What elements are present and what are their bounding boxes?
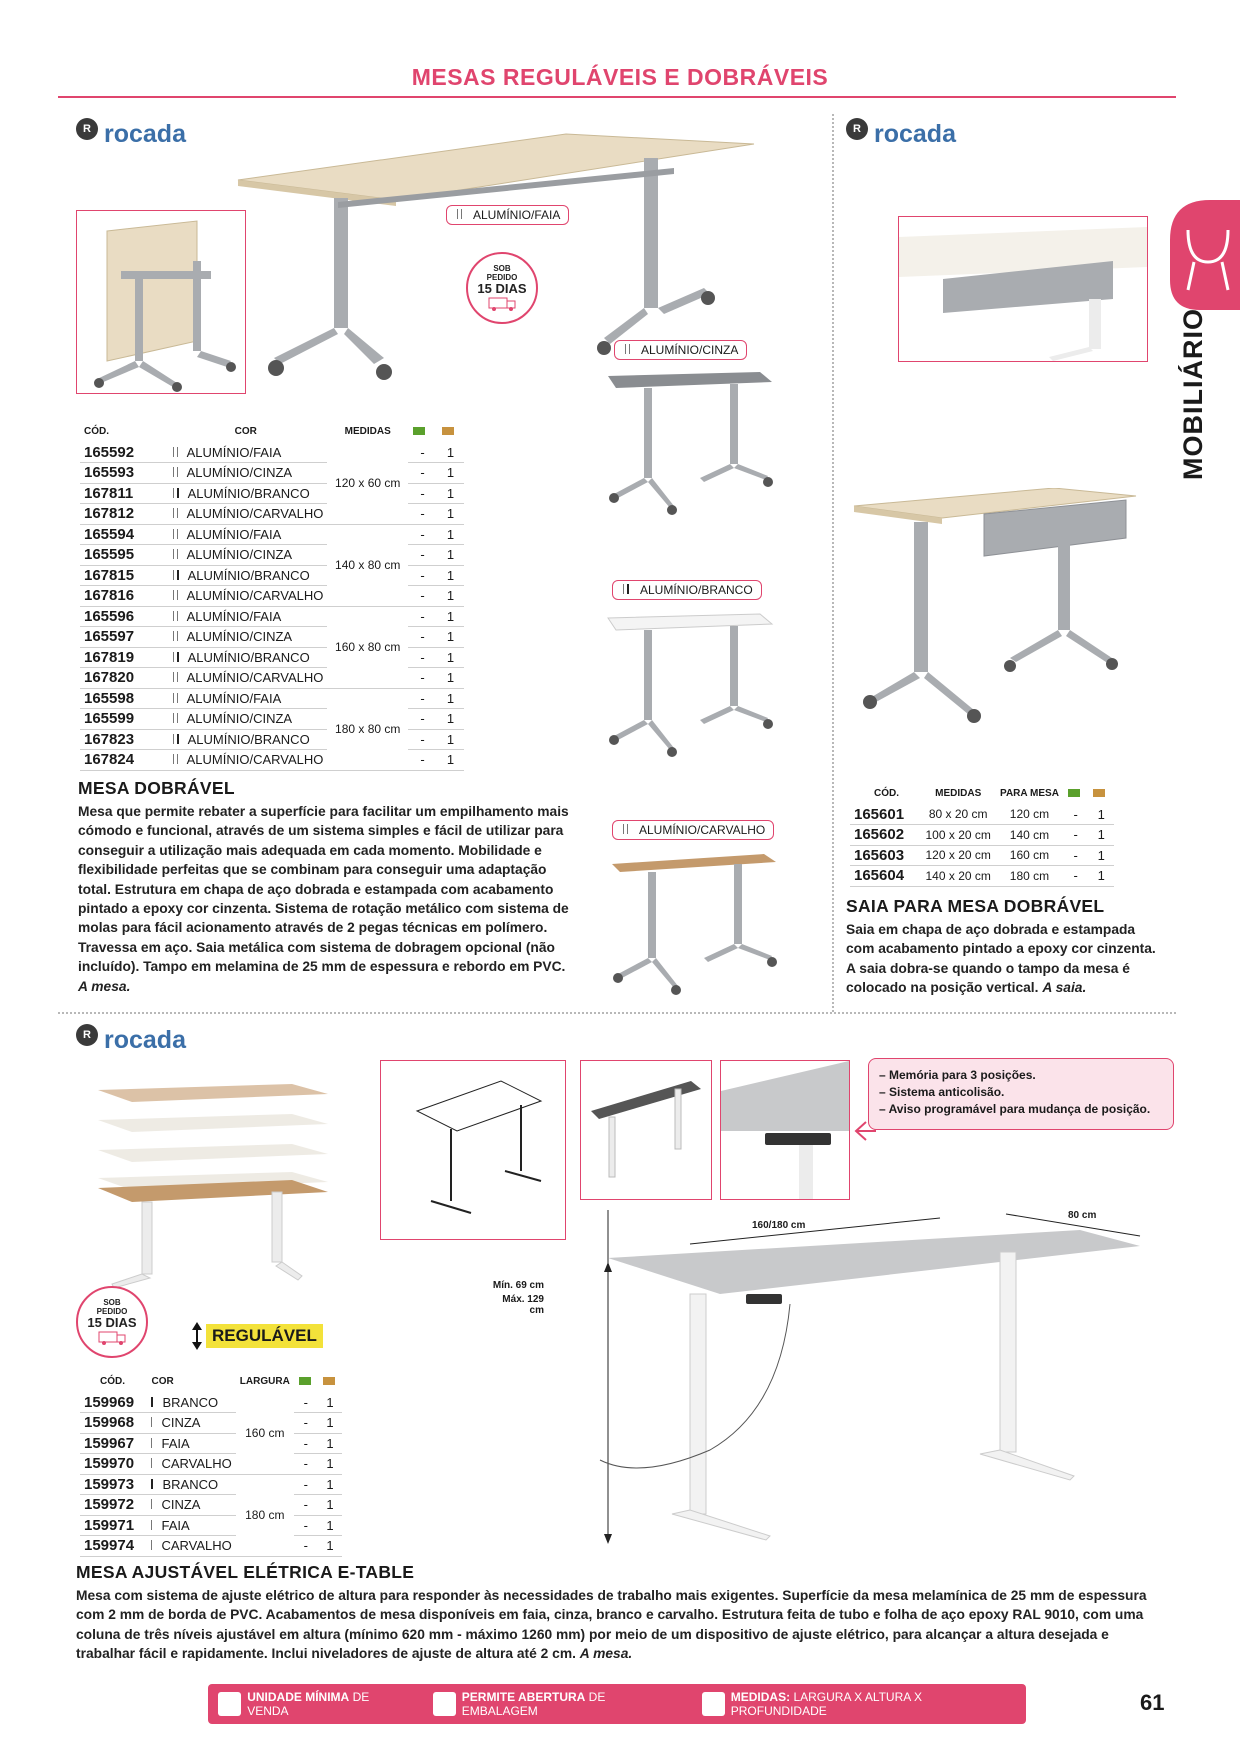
product-code: 159967 (80, 1433, 147, 1454)
product-code: 167815 (80, 565, 169, 586)
min-unit-value: 1 (1088, 866, 1114, 887)
table-carvalho-image (604, 850, 784, 1000)
product-code: 167820 (80, 668, 169, 689)
col-header-color: COR (234, 426, 257, 437)
product-code: 165598 (80, 688, 169, 709)
box-icon (1092, 786, 1106, 798)
table-row (80, 1392, 342, 1413)
open-pack-value: - (408, 668, 437, 689)
col-header-code: CÓD. (84, 426, 109, 437)
min-unit-value: 1 (437, 750, 464, 771)
electric-table-title: MESA AJUSTÁVEL ELÉTRICA E-TABLE (76, 1562, 415, 1582)
open-pack-value: - (408, 504, 437, 525)
col-header-code: CÓD. (100, 1376, 125, 1387)
truck-icon (485, 296, 519, 312)
product-color: ALUMÍNIO/FAIA (169, 606, 328, 627)
on-order-badge: SOB PEDIDO 15 DIAS (466, 252, 538, 324)
product-code: 159971 (80, 1515, 147, 1536)
electric-table-description: Mesa com sistema de ajuste elétrico de altura para responder às necessidades de trabalho mais exigentes. Superfície da mesa melamínica de 25 mm de espessura com 2 mm de borda de PVC. Acabamentos de mesa disponíveis em faia, cinza, branco e carvalho. Estrutura feita de tubo e folha de aço epoxy RAL 9010, com uma coluna de três níveis ajustável em altura (mínimo 620 mm - máximo 1260 mm) por meio de um dispositivo de ajuste elétrico, para alcançar a altura desejada e trabalhar fácil e rapidamente. Inclui niveladores de ajuste de altura até 2 cm. A mesa. (76, 1588, 1147, 1662)
brand-logo-2 (846, 120, 956, 149)
product-color: ALUMÍNIO/BRANCO (169, 565, 328, 586)
min-unit-value: 1 (437, 586, 464, 607)
open-pack-icon (433, 1692, 456, 1716)
product-code: 165604 (850, 866, 920, 887)
min-unit-value: 1 (437, 729, 464, 750)
product-code: 159968 (80, 1413, 147, 1434)
col-header-width: LARGURA (239, 1376, 290, 1387)
product-code: 165596 (80, 606, 169, 627)
product-code: 159969 (80, 1392, 147, 1413)
min-unit-value: 1 (437, 463, 464, 484)
features-box (868, 1058, 1174, 1130)
min-unit-value: 1 (437, 565, 464, 586)
min-unit-value: 1 (437, 442, 464, 463)
table-row (80, 442, 464, 463)
table-row (80, 1515, 342, 1536)
product-color: ALUMÍNIO/BRANCO (169, 483, 328, 504)
product-color: ALUMÍNIO/FAIA (169, 688, 328, 709)
product-size: 100 x 20 cm (920, 825, 996, 846)
col-header-open-pack (294, 1374, 318, 1392)
for-table-size: 180 cm (996, 866, 1063, 887)
table-row (80, 1433, 342, 1454)
open-pack-value: - (294, 1515, 318, 1536)
product-code: 159972 (80, 1495, 147, 1516)
height-positions-image (92, 1080, 332, 1290)
product-color: ALUMÍNIO/CINZA (169, 463, 328, 484)
box-icon (322, 1374, 336, 1386)
title-rule (58, 96, 1176, 98)
brand-mark-icon: R (76, 118, 98, 140)
box-icon (218, 1692, 241, 1716)
table-row (80, 1413, 342, 1434)
truck-icon (95, 1330, 129, 1346)
dimension-drawing-image (380, 1060, 566, 1240)
col-header-size: MEDIDAS (935, 788, 982, 799)
open-pack-value: - (408, 606, 437, 627)
electric-table-image (560, 1210, 1150, 1570)
product-size: 140 x 20 cm (920, 866, 996, 887)
product-size: 140 x 80 cm (327, 524, 408, 606)
col-header-open-pack (408, 424, 437, 442)
min-unit-value: 1 (437, 524, 464, 545)
arrow-left-icon (852, 1120, 876, 1142)
legend-dimensions: MEDIDAS: LARGURA X ALTURA X PROFUNDIDADE (692, 1690, 1026, 1718)
product-color: ALUMÍNIO/CARVALHO (169, 668, 328, 689)
product-code: 167811 (80, 483, 169, 504)
skirt-spec-table (850, 786, 1114, 887)
table-row (80, 1495, 342, 1516)
adjustable-badge: REGULÁVEL (192, 1322, 323, 1350)
product-color: FAIA (147, 1515, 235, 1536)
product-code: 165593 (80, 463, 169, 484)
page-number: 61 (1140, 1690, 1165, 1715)
open-pack-value: - (408, 750, 437, 771)
product-size: 120 x 20 cm (920, 845, 996, 866)
table-branco-image (600, 612, 780, 762)
min-unit-value: 1 (318, 1413, 342, 1434)
product-color: ALUMÍNIO/CARVALHO (169, 750, 328, 771)
product-color: CARVALHO (147, 1536, 235, 1557)
table-row (850, 866, 1114, 887)
product-color: ALUMÍNIO/CINZA (169, 627, 328, 648)
product-code: 159970 (80, 1454, 147, 1475)
min-unit-value: 1 (1088, 825, 1114, 846)
product-color: ALUMÍNIO/BRANCO (169, 647, 328, 668)
open-pack-value: - (408, 565, 437, 586)
brand-mark-icon: R (76, 1024, 98, 1046)
product-code: 165599 (80, 709, 169, 730)
folding-table-description: Mesa que permite rebater a superfície para facilitar um empilhamento mais cómodo e funcional, através de um sistema simples e fácil de utilizar para conseguir a utilização mais adequada em cada momento. Mobilidade e flexibilidade perfeitas que se combinam para conseguir uma adaptação total. Estrutura em chapa de aço dobrada e estampada com acabamento pintado a epoxy cor cinzenta. Sistema de rotação metálico com sistema de molas para fácil acionamento através de 2 pegas técnicas em polímero. Travessa em aço. Saia metálica com sistema de dobragem opcional (não incluído). Tampo em melamina de 25 mm de espessura e rebordo em PVC. A mesa. (78, 804, 569, 994)
product-color: BRANCO (147, 1474, 235, 1495)
col-header-min-unit (1088, 786, 1114, 804)
product-color: ALUMÍNIO/FAIA (169, 442, 328, 463)
product-code: 165601 (850, 804, 920, 825)
col-header-open-pack (1063, 786, 1089, 804)
open-pack-value: - (408, 688, 437, 709)
product-code: 165602 (850, 825, 920, 846)
open-pack-icon (298, 1374, 312, 1386)
folding-table-spec-table (80, 424, 464, 771)
product-size: 80 x 20 cm (920, 804, 996, 825)
product-code: 167824 (80, 750, 169, 771)
variant-label-cinza: ALUMÍNIO/CINZA (614, 340, 747, 360)
product-color: ALUMÍNIO/CARVALHO (169, 504, 328, 525)
open-pack-value: - (408, 483, 437, 504)
dim-depth: 80 cm (1068, 1210, 1097, 1221)
product-code: 165597 (80, 627, 169, 648)
legend-bar (208, 1684, 1026, 1724)
dim-max-height: Máx. 129 cm (502, 1294, 544, 1316)
open-pack-icon (412, 424, 426, 436)
open-pack-value: - (1063, 825, 1089, 846)
product-size: 180 x 80 cm (327, 688, 408, 770)
product-color: CARVALHO (147, 1454, 235, 1475)
open-pack-value: - (408, 729, 437, 750)
feature-item: – Aviso programável para mudança de posição. (879, 1102, 1151, 1116)
col-header-for-table: PARA MESA (1000, 788, 1059, 799)
open-pack-value: - (408, 709, 437, 730)
skirt-detail-image (898, 216, 1148, 362)
min-unit-value: 1 (1088, 804, 1114, 825)
product-code: 165592 (80, 442, 169, 463)
control-panel-icon (765, 1133, 831, 1145)
table-row (80, 688, 464, 709)
legend-open-pack: PERMITE ABERTURA DE EMBALAGEM (423, 1690, 692, 1718)
open-pack-value: - (294, 1433, 318, 1454)
variant-label-branco: ALUMÍNIO/BRANCO (612, 580, 762, 600)
box-icon (441, 424, 455, 436)
product-code: 167823 (80, 729, 169, 750)
page-title: MESAS REGULÁVEIS E DOBRÁVEIS (411, 64, 829, 90)
dimensions-icon (702, 1692, 725, 1716)
open-pack-value: - (294, 1413, 318, 1434)
brand-name: rocada (874, 120, 956, 148)
product-color: ALUMÍNIO/BRANCO (169, 729, 328, 750)
min-unit-value: 1 (1088, 845, 1114, 866)
product-width: 180 cm (236, 1474, 294, 1556)
min-unit-value: 1 (437, 647, 464, 668)
open-pack-value: - (294, 1392, 318, 1413)
product-color: CINZA (147, 1413, 235, 1434)
product-color: ALUMÍNIO/CARVALHO (169, 586, 328, 607)
product-code: 165595 (80, 545, 169, 566)
open-pack-value: - (294, 1495, 318, 1516)
min-unit-value: 1 (318, 1392, 342, 1413)
open-pack-value: - (408, 524, 437, 545)
table-row (850, 825, 1114, 846)
folded-table-image (76, 210, 246, 394)
for-table-size: 140 cm (996, 825, 1063, 846)
control-panel-detail-image (720, 1060, 850, 1200)
product-size: 160 x 80 cm (327, 606, 408, 688)
variant-label-carvalho: ALUMÍNIO/CARVALHO (612, 820, 774, 840)
min-unit-value: 1 (318, 1433, 342, 1454)
open-pack-value: - (1063, 866, 1089, 887)
skirt-description: Saia em chapa de aço dobrada e estampada com acabamento pintado a epoxy cor cinzenta. A saia dobra-se quando o tampo da mesa é colocado na posição vertical. A saia. (846, 922, 1156, 996)
col-header-min-unit (437, 424, 464, 442)
open-pack-value: - (408, 627, 437, 648)
col-header-code: CÓD. (874, 788, 899, 799)
product-color: ALUMÍNIO/CINZA (169, 709, 328, 730)
open-pack-value: - (408, 586, 437, 607)
table-row (80, 1536, 342, 1557)
legend-min-unit: UNIDADE MÍNIMA DE VENDA (208, 1690, 423, 1718)
min-unit-value: 1 (437, 688, 464, 709)
brand-logo (76, 120, 186, 149)
variant-label-faia: ALUMÍNIO/FAIA (446, 205, 569, 225)
open-pack-value: - (1063, 804, 1089, 825)
for-table-size: 160 cm (996, 845, 1063, 866)
table-row (850, 845, 1114, 866)
product-code: 165603 (850, 845, 920, 866)
min-unit-value: 1 (318, 1536, 342, 1557)
table-row (80, 606, 464, 627)
brand-name: rocada (104, 120, 186, 148)
min-unit-value: 1 (437, 709, 464, 730)
table-row (850, 804, 1114, 825)
dim-min-height: Mín. 69 cm (492, 1280, 544, 1291)
feature-item: – Sistema anticolisão. (879, 1085, 1005, 1099)
min-unit-value: 1 (318, 1495, 342, 1516)
table-with-skirt-image (850, 488, 1140, 738)
for-table-size: 120 cm (996, 804, 1063, 825)
open-pack-value: - (408, 463, 437, 484)
min-unit-value: 1 (437, 606, 464, 627)
open-pack-value: - (408, 545, 437, 566)
product-code: 167812 (80, 504, 169, 525)
column-divider (832, 114, 834, 1012)
product-code: 167819 (80, 647, 169, 668)
open-pack-icon (1067, 786, 1081, 798)
skirt-title: SAIA PARA MESA DOBRÁVEL (846, 896, 1105, 916)
table-row (80, 1474, 342, 1495)
product-color: CINZA (147, 1495, 235, 1516)
open-pack-value: - (1063, 845, 1089, 866)
min-unit-value: 1 (437, 545, 464, 566)
on-order-badge-2: SOB PEDIDO 15 DIAS (76, 1286, 148, 1358)
product-code: 159973 (80, 1474, 147, 1495)
product-color: FAIA (147, 1433, 235, 1454)
min-unit-value: 1 (318, 1474, 342, 1495)
frame-detail-image (580, 1060, 712, 1200)
min-unit-value: 1 (437, 504, 464, 525)
table-row (80, 1454, 342, 1475)
min-unit-value: 1 (437, 668, 464, 689)
min-unit-value: 1 (437, 627, 464, 648)
product-color: ALUMÍNIO/CINZA (169, 545, 328, 566)
product-color: ALUMÍNIO/FAIA (169, 524, 328, 545)
up-down-arrow-icon (192, 1322, 202, 1350)
open-pack-value: - (408, 442, 437, 463)
col-header-size: MEDIDAS (344, 426, 391, 437)
dim-width: 160/180 cm (752, 1220, 806, 1231)
open-pack-value: - (408, 647, 437, 668)
open-pack-value: - (294, 1454, 318, 1475)
folding-table-title: MESA DOBRÁVEL (78, 778, 235, 798)
brand-logo-3 (76, 1026, 186, 1055)
min-unit-value: 1 (437, 483, 464, 504)
open-pack-value: - (294, 1536, 318, 1557)
col-header-color: COR (151, 1376, 174, 1387)
col-header-min-unit (318, 1374, 342, 1392)
brand-mark-icon: R (846, 118, 868, 140)
feature-item: – Memória para 3 posições. (879, 1068, 1036, 1082)
min-unit-value: 1 (318, 1454, 342, 1475)
side-tab-label: MOBILIÁRIO (1178, 308, 1208, 480)
table-cinza-image (600, 370, 780, 520)
open-pack-value: - (294, 1474, 318, 1495)
brand-name: rocada (104, 1026, 186, 1054)
product-size: 120 x 60 cm (327, 442, 408, 524)
product-code: 159974 (80, 1536, 147, 1557)
product-code: 165594 (80, 524, 169, 545)
product-code: 167816 (80, 586, 169, 607)
electric-table-spec-table (80, 1374, 342, 1557)
product-color: BRANCO (147, 1392, 235, 1413)
section-divider (58, 1012, 1176, 1014)
min-unit-value: 1 (318, 1515, 342, 1536)
product-width: 160 cm (236, 1392, 294, 1474)
table-row (80, 524, 464, 545)
